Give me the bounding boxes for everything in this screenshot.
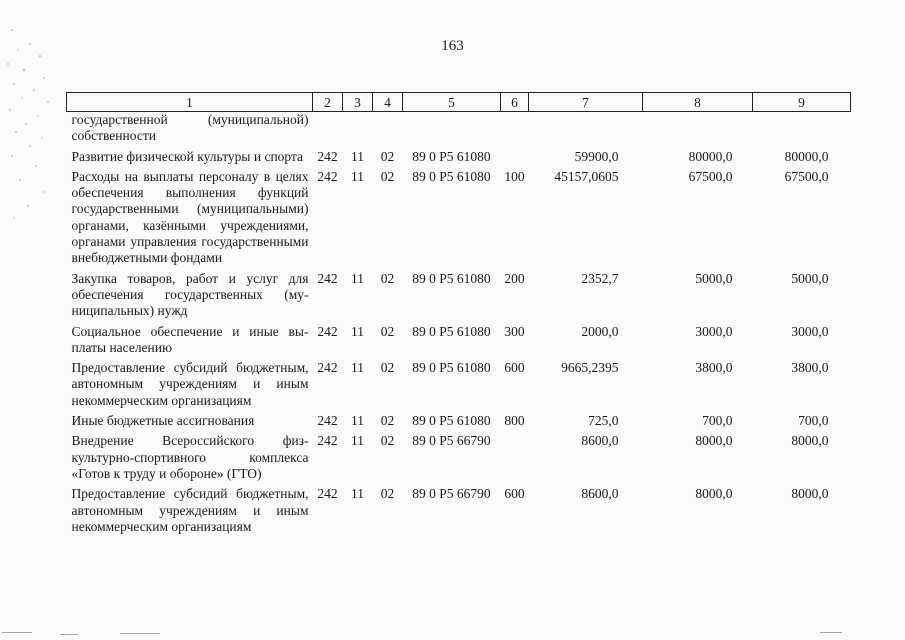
cell-col-2: 242 [317, 433, 338, 449]
table-row [67, 323, 851, 360]
cell-col-5: 89 0 P5 61080 [412, 360, 491, 376]
page-number: 163 [441, 38, 464, 54]
cell-col-9: 3800,0 [791, 360, 829, 376]
cell-col-9: 8000,0 [791, 433, 829, 449]
cell-col-2: 242 [317, 168, 338, 184]
cell-col-5: 89 0 P5 66790 [412, 486, 491, 502]
row-name-cell: Иные бюджетные ассигнования [71, 413, 255, 429]
cell-col-9: 3000,0 [791, 323, 829, 339]
cell-col-3: 11 [351, 168, 364, 184]
header-col-1: 1 [67, 93, 313, 112]
cell-col-6 [501, 112, 529, 148]
cell-col-2: 242 [317, 486, 338, 502]
cell-col-8: 8000,0 [695, 486, 733, 502]
scan-bottom-noise [0, 624, 905, 640]
table-row [67, 112, 851, 148]
table-header-row [67, 93, 851, 112]
row-name-cell: Предоставление субсидий бюджетным, автономным учреждениям и иным некоммерческим организациям [71, 486, 309, 534]
table-row [67, 148, 851, 168]
cell-col-8: 3000,0 [695, 323, 733, 339]
cell-col-6: 600 [504, 360, 525, 376]
cell-col-5: 89 0 P5 61080 [412, 270, 491, 286]
table-row [67, 412, 851, 432]
header-col-6: 6 [501, 93, 529, 112]
cell-col-8: 700,0 [702, 413, 733, 429]
cell-col-8: 80000,0 [688, 148, 733, 164]
row-name-cell: Внедрение Всероссийского физкультурно-спортивного комплекса «Готов к труду и обороне» (ГТО) [71, 433, 309, 481]
cell-col-9: 8000,0 [791, 486, 829, 502]
cell-col-9 [753, 112, 851, 148]
cell-col-9: 5000,0 [791, 270, 829, 286]
cell-col-7: 2000,0 [581, 323, 619, 339]
header-col-8: 8 [643, 93, 753, 112]
row-name-cell: Закупка товаров, работ и услуг для обеспечения государственных (муниципальных) нужд [71, 270, 309, 319]
table-row [67, 432, 851, 485]
cell-col-3 [343, 112, 373, 148]
cell-col-8: 5000,0 [695, 270, 733, 286]
table-row [67, 168, 851, 270]
cell-col-4: 02 [380, 486, 395, 502]
table-body [67, 112, 851, 539]
cell-col-7: 2352,7 [581, 270, 619, 286]
header-col-7: 7 [529, 93, 643, 112]
cell-col-6: 100 [504, 168, 525, 184]
table-row [67, 270, 851, 323]
cell-col-8: 8000,0 [695, 433, 733, 449]
table-row [67, 359, 851, 412]
cell-col-2: 242 [317, 323, 338, 339]
cell-col-3: 11 [351, 433, 364, 449]
cell-col-5 [403, 112, 501, 148]
header-col-4: 4 [373, 93, 403, 112]
cell-col-9: 700,0 [798, 413, 829, 429]
cell-col-5: 89 0 P5 66790 [412, 433, 491, 449]
cell-col-7: 8600,0 [581, 486, 619, 502]
row-name-cell: Предоставление субсидий бюджетным, автономным учреждениям и иным некоммерческим организациям [71, 360, 309, 408]
row-name-cell: Расходы на выплаты персоналу в целях обеспечения выполнения функций государственными (муниципальными) органами, казёнными учреждениями, органами управления государственными внебюджетными фондами [71, 168, 309, 266]
cell-col-4: 02 [380, 360, 395, 376]
cell-col-9: 80000,0 [784, 148, 829, 164]
cell-col-8: 67500,0 [688, 168, 733, 184]
cell-col-6: 600 [504, 486, 525, 502]
cell-col-4: 02 [380, 413, 395, 429]
cell-col-8 [643, 112, 753, 148]
cell-col-5: 89 0 P5 61080 [412, 168, 491, 184]
table-row [67, 485, 851, 538]
cell-col-3: 11 [351, 323, 364, 339]
cell-col-3: 11 [351, 360, 364, 376]
cell-col-6 [501, 432, 529, 485]
row-name-cell: государственной (муниципальной) собственности [71, 112, 309, 144]
row-name-cell: Развитие физической культуры и спорта [71, 148, 304, 164]
cell-col-3: 11 [351, 148, 364, 164]
cell-col-2: 242 [317, 360, 338, 376]
cell-col-7: 725,0 [588, 413, 619, 429]
cell-col-3: 11 [351, 486, 364, 502]
cell-col-7: 8600,0 [581, 433, 619, 449]
cell-col-4: 02 [380, 148, 395, 164]
cell-col-5: 89 0 P5 61080 [412, 323, 491, 339]
cell-col-7: 9665,2395 [561, 360, 619, 376]
cell-col-3: 11 [351, 413, 364, 429]
cell-col-6: 800 [504, 413, 525, 429]
cell-col-7 [529, 112, 643, 148]
cell-col-5: 89 0 P5 61080 [412, 148, 491, 164]
cell-col-2 [313, 112, 343, 148]
cell-col-4: 02 [380, 168, 395, 184]
cell-col-4 [373, 112, 403, 148]
budget-table [66, 92, 851, 538]
header-col-2: 2 [313, 93, 343, 112]
cell-col-6 [501, 148, 529, 168]
cell-col-6: 300 [504, 323, 525, 339]
cell-col-8: 3800,0 [695, 360, 733, 376]
row-name-cell: Социальное обеспечение и иные выплаты населению [71, 323, 309, 355]
cell-col-2: 242 [317, 413, 338, 429]
cell-col-3: 11 [351, 270, 364, 286]
cell-col-7: 45157,0605 [554, 168, 619, 184]
budget-table-container [66, 92, 850, 538]
cell-col-4: 02 [380, 270, 395, 286]
cell-col-4: 02 [380, 323, 395, 339]
cell-col-9: 67500,0 [784, 168, 829, 184]
cell-col-7: 59900,0 [574, 148, 619, 164]
header-col-9: 9 [753, 93, 851, 112]
header-col-3: 3 [343, 93, 373, 112]
header-col-5: 5 [403, 93, 501, 112]
cell-col-2: 242 [317, 270, 338, 286]
cell-col-4: 02 [380, 433, 395, 449]
cell-col-5: 89 0 P5 61080 [412, 413, 491, 429]
cell-col-6: 200 [504, 270, 525, 286]
cell-col-2: 242 [317, 148, 338, 164]
